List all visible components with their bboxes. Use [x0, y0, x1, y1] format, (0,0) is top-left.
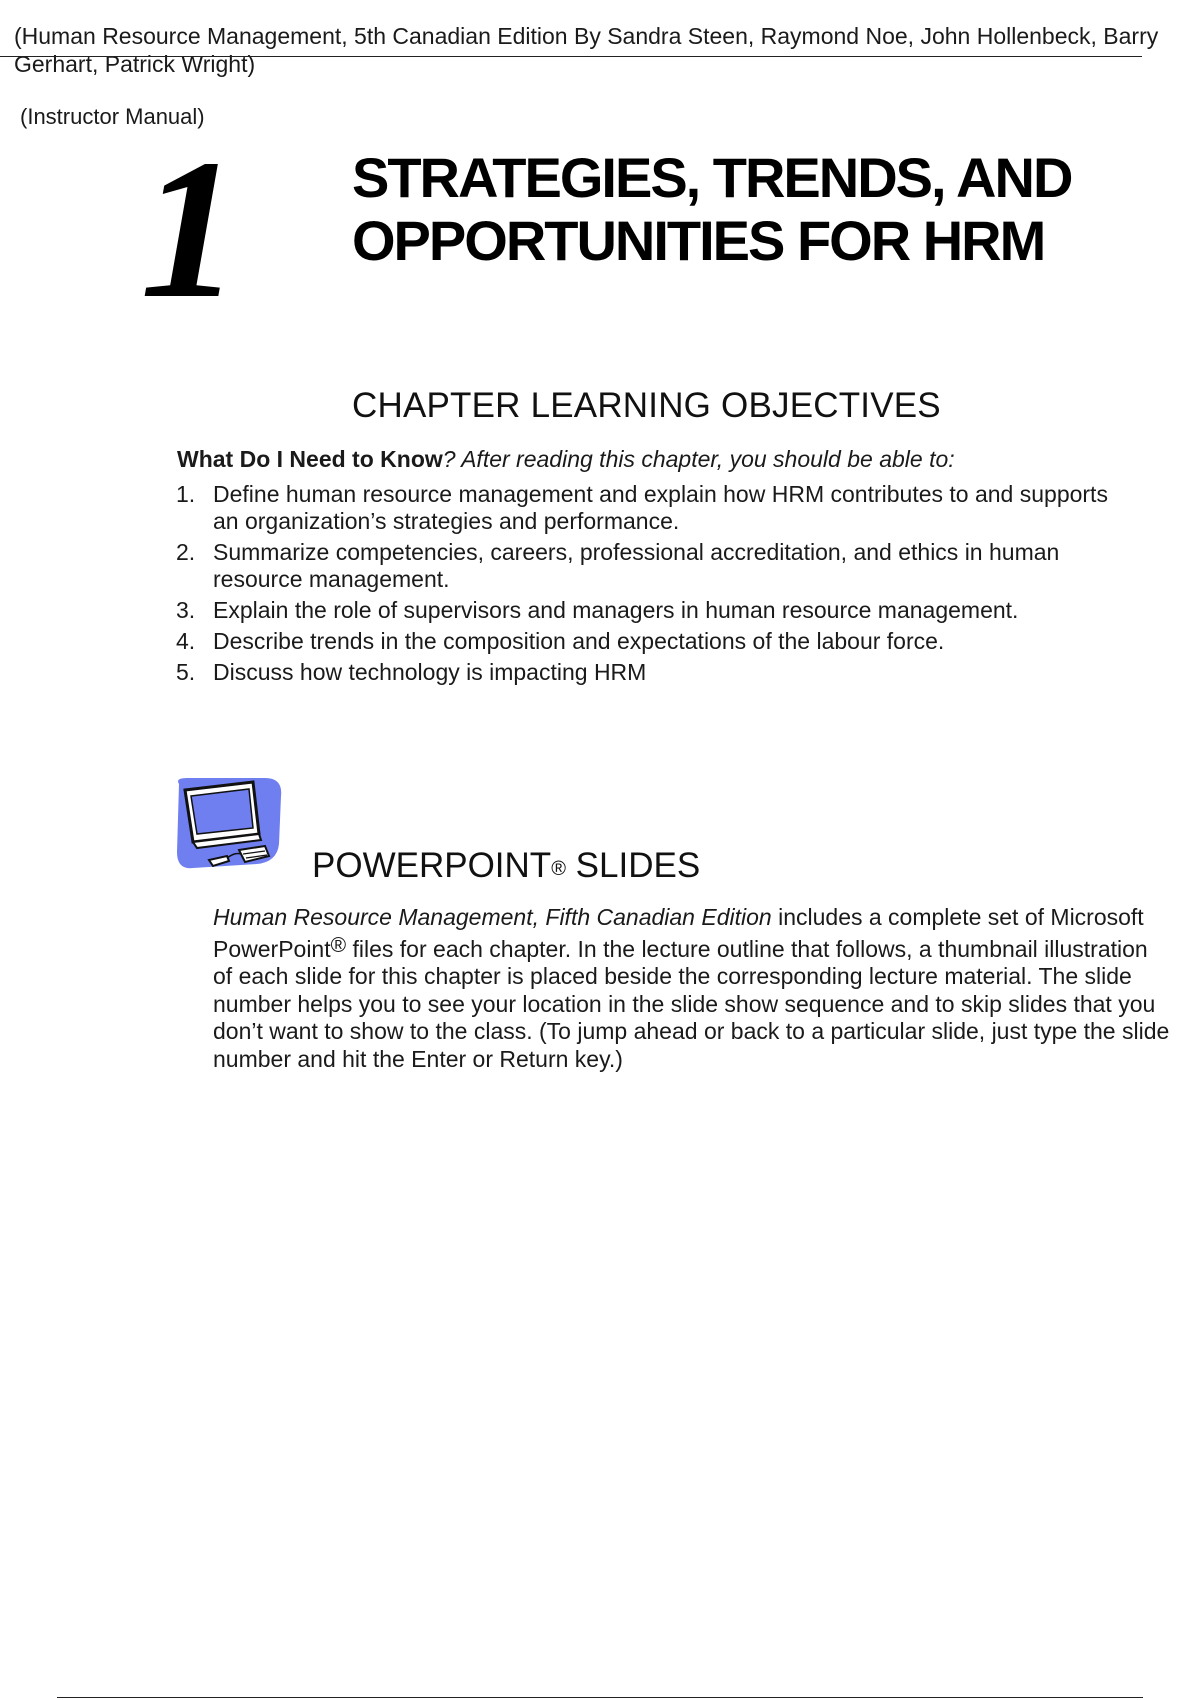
- item-text: Describe trends in the composition and expectations of the labour force.: [213, 628, 945, 654]
- citation-line-1: (Human Resource Management, 5th Canadian Edition By Sandra Steen, Raymond Noe, John Hollenbeck, Barry: [14, 23, 1159, 49]
- heading-rest: SLIDES: [565, 846, 701, 885]
- objectives-list: [176, 481, 1136, 690]
- chapter-title-line-2: OPPORTUNITIES FOR HRM: [352, 209, 1045, 272]
- item-text: Define human resource management and explain how HRM contributes to and supports an organization’s strategies and performance.: [213, 481, 1108, 534]
- objectives-lead: [177, 446, 1157, 473]
- list-item: [176, 659, 1136, 686]
- item-number: 4.: [176, 628, 196, 654]
- registered-mark: ®: [330, 933, 347, 957]
- chapter-number: 1: [140, 119, 236, 340]
- item-text: Explain the role of supervisors and managers in human resource management.: [213, 597, 1019, 623]
- item-number: 2.: [176, 539, 196, 565]
- list-item: [176, 481, 1136, 535]
- lead-italic: ? After reading this chapter, you should be able to:: [442, 446, 955, 472]
- document-citation: [14, 22, 1194, 78]
- registered-mark: ®: [551, 858, 566, 880]
- powerpoint-body: [213, 904, 1173, 1073]
- computer-monitor-icon: [173, 776, 285, 876]
- chapter-title: [352, 146, 1172, 272]
- body-text-1: includes a complete set of Microsoft PowerPoint: [213, 904, 1144, 962]
- item-number: 1.: [176, 481, 196, 507]
- footer-rule: [57, 1697, 1143, 1698]
- objectives-heading: CHAPTER LEARNING OBJECTIVES: [352, 386, 941, 425]
- item-text: Summarize competencies, careers, professional accreditation, and ethics in human resource management.: [213, 539, 1060, 592]
- heading-main: POWERPOINT: [312, 846, 552, 885]
- body-text-2: files for each chapter. In the lecture outline that follows, a thumbnail illustration of each slide for this chapter is placed beside the corresponding lecture material. The slide number helps you to see your location in the slide show sequence and to skip slides that you don’t want to show to the class. (To jump ahead or back to a particular slide, just type the slide number and hit the Enter or Return key.): [213, 935, 1170, 1072]
- list-item: [176, 539, 1136, 593]
- lead-bold: What Do I Need to Know: [177, 446, 443, 472]
- chapter-title-line-1: STRATEGIES, TRENDS, AND: [352, 146, 1072, 209]
- powerpoint-heading: [312, 846, 700, 886]
- manual-label: (Instructor Manual): [20, 104, 205, 129]
- header-rule: [0, 56, 1142, 57]
- item-text: Discuss how technology is impacting HRM: [213, 659, 647, 685]
- list-item: [176, 597, 1136, 624]
- book-title: Human Resource Management, Fifth Canadian Edition: [213, 904, 772, 930]
- item-number: 3.: [176, 597, 196, 623]
- item-number: 5.: [176, 659, 196, 685]
- list-item: [176, 628, 1136, 655]
- citation-line-2: Gerhart, Patrick Wright): [14, 51, 256, 77]
